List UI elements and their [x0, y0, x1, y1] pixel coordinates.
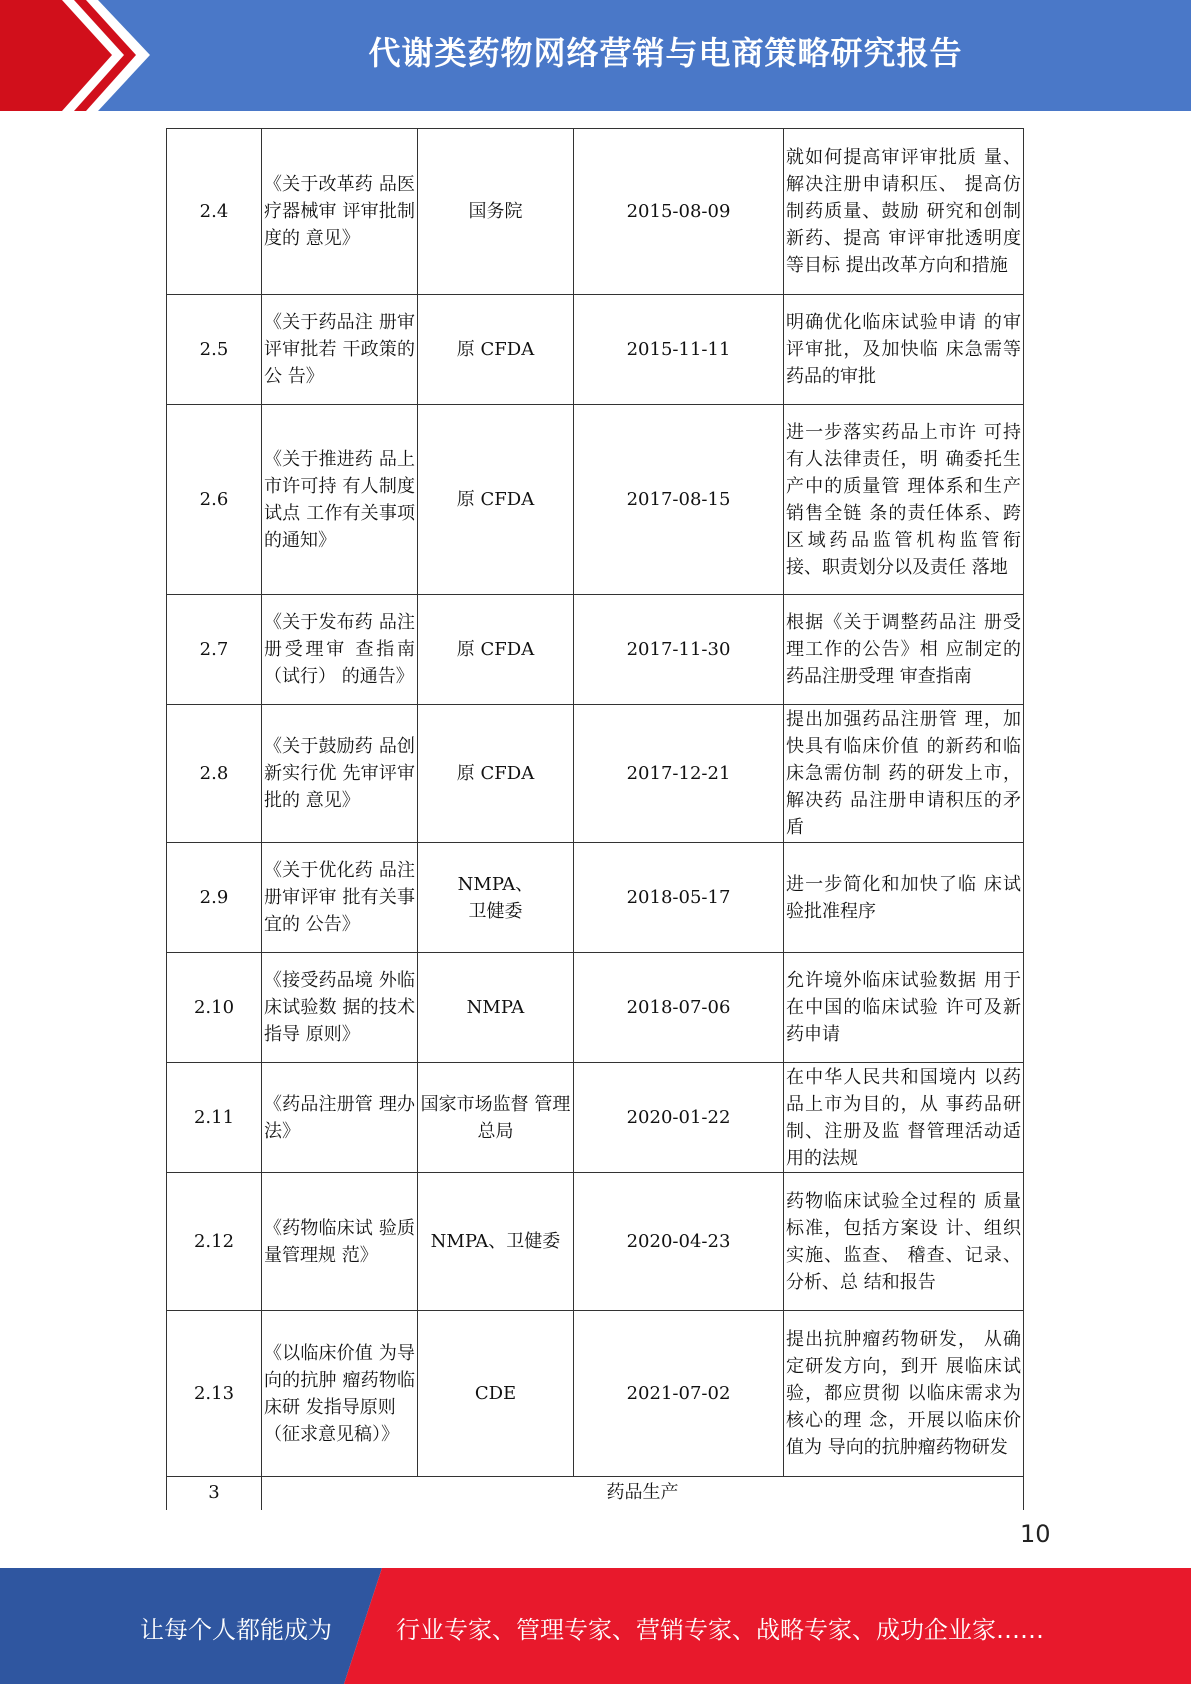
document-name: 《关于改革药 品医疗器械审 评审批制度的 意见》: [262, 129, 418, 295]
document-name: 《药品注册管 理办法》: [262, 1063, 418, 1173]
description: 药物临床试验全过程的 质量标准，包括方案设 计、组织实施、监查、 稽查、记录、分析、总 结和报告: [784, 1173, 1024, 1311]
issue-date: 2017-12-21: [574, 705, 784, 843]
table-row: [167, 953, 1024, 1063]
table-row-section: [167, 1477, 1024, 1511]
issuing-organization: 国家市场监督 管理总局: [418, 1063, 574, 1173]
page-footer: [0, 1568, 1191, 1684]
document-name: 《药物临床试 验质量管理规 范》: [262, 1173, 418, 1311]
document-name: 《关于发布药 品注册受理审 查指南（试行） 的通告》: [262, 595, 418, 705]
document-name: 《接受药品境 外临床试验数 据的技术指导 原则》: [262, 953, 418, 1063]
table-row: [167, 1311, 1024, 1477]
row-number: 2.7: [167, 595, 262, 705]
document-name: 《以临床价值 为导向的抗肿 瘤药物临床研 发指导原则 （征求意见稿）》: [262, 1311, 418, 1477]
footer-slogan-right: 行业专家、管理专家、营销专家、战略专家、成功企业家……: [396, 1616, 1044, 1644]
description: 明确优化临床试验申请 的审评审批，及加快临 床急需等药品的审批: [784, 295, 1024, 405]
issuing-organization: NMPA、 卫健委: [418, 843, 574, 953]
row-number: 2.8: [167, 705, 262, 843]
issuing-organization: NMPA: [418, 953, 574, 1063]
table-row: [167, 1063, 1024, 1173]
row-number: 2.11: [167, 1063, 262, 1173]
table-row: [167, 843, 1024, 953]
issue-date: 2018-07-06: [574, 953, 784, 1063]
row-number: 2.10: [167, 953, 262, 1063]
row-number: 2.4: [167, 129, 262, 295]
issue-date: 2015-08-09: [574, 129, 784, 295]
issuing-organization: 原 CFDA: [418, 705, 574, 843]
issue-date: 2017-08-15: [574, 405, 784, 595]
red-arrow-icon: [0, 0, 150, 111]
issue-date: 2018-05-17: [574, 843, 784, 953]
row-number: 2.13: [167, 1311, 262, 1477]
row-number: 2.6: [167, 405, 262, 595]
issue-date: 2020-01-22: [574, 1063, 784, 1173]
row-number: 2.9: [167, 843, 262, 953]
table-row: [167, 405, 1024, 595]
footer-slogan-left: 让每个人都能成为: [140, 1616, 332, 1644]
document-name: 《关于优化药 品注册审评审 批有关事宜的 公告》: [262, 843, 418, 953]
issue-date: 2015-11-11: [574, 295, 784, 405]
table-row: [167, 705, 1024, 843]
issue-date: 2021-07-02: [574, 1311, 784, 1477]
document-name: 《关于药品注 册审评审批若 干政策的公 告》: [262, 295, 418, 405]
description: 根据《关于调整药品注 册受理工作的公告》相 应制定的药品注册受理 审查指南: [784, 595, 1024, 705]
description: 在中华人民共和国境内 以药品上市为目的，从 事药品研制、注册及监 督管理活动适用的法规: [784, 1063, 1024, 1173]
issuing-organization: 原 CFDA: [418, 405, 574, 595]
table-row: [167, 295, 1024, 405]
description: 提出抗肿瘤药物研发， 从确定研发方向，到开 展临床试验，都应贯彻 以临床需求为核心的理 念，开展以临床价值为 导向的抗肿瘤药物研发: [784, 1311, 1024, 1477]
issuing-organization: CDE: [418, 1311, 574, 1477]
issuing-organization: NMPA、卫健委: [418, 1173, 574, 1311]
description: 进一步简化和加快了临 床试验批准程序: [784, 843, 1024, 953]
row-number: 2.5: [167, 295, 262, 405]
table-row: [167, 129, 1024, 295]
row-number: 3: [167, 1477, 262, 1511]
page-number: 10: [1020, 1520, 1051, 1548]
document-name: 《关于推进药 品上市许可持 有人制度试点 工作有关事项 的通知》: [262, 405, 418, 595]
description: 进一步落实药品上市许 可持有人法律责任，明 确委托生产中的质量管 理体系和生产销售全链 条的责任体系、跨区域药品监管机构监管衔 接、职责划分以及责任 落地: [784, 405, 1024, 595]
row-number: 2.12: [167, 1173, 262, 1311]
issue-date: 2020-04-23: [574, 1173, 784, 1311]
document-name: 《关于鼓励药 品创新实行优 先审评审批的 意见》: [262, 705, 418, 843]
issuing-organization: 原 CFDA: [418, 595, 574, 705]
table-row: [167, 595, 1024, 705]
page-header: [0, 0, 1191, 111]
regulation-table: [166, 128, 1024, 1510]
issuing-organization: 国务院: [418, 129, 574, 295]
regulation-table-container: [166, 128, 1024, 1510]
issuing-organization: 原 CFDA: [418, 295, 574, 405]
issue-date: 2017-11-30: [574, 595, 784, 705]
description: 提出加强药品注册管 理，加快具有临床价值 的新药和临床急需仿制 药的研发上市，解决药 品注册申请积压的矛盾: [784, 705, 1024, 843]
table-row: [167, 1173, 1024, 1311]
regulation-table-body: [167, 129, 1024, 1511]
description: 允许境外临床试验数据 用于在中国的临床试验 许可及新药申请: [784, 953, 1024, 1063]
section-title: 药品生产: [262, 1477, 1024, 1511]
description: 就如何提高审评审批质 量、解决注册申请积压、 提高仿制药质量、鼓励 研究和创制新药、提高 审评审批透明度等目标 提出改革方向和措施: [784, 129, 1024, 295]
report-title: 代谢类药物网络营销与电商策略研究报告: [368, 34, 963, 72]
